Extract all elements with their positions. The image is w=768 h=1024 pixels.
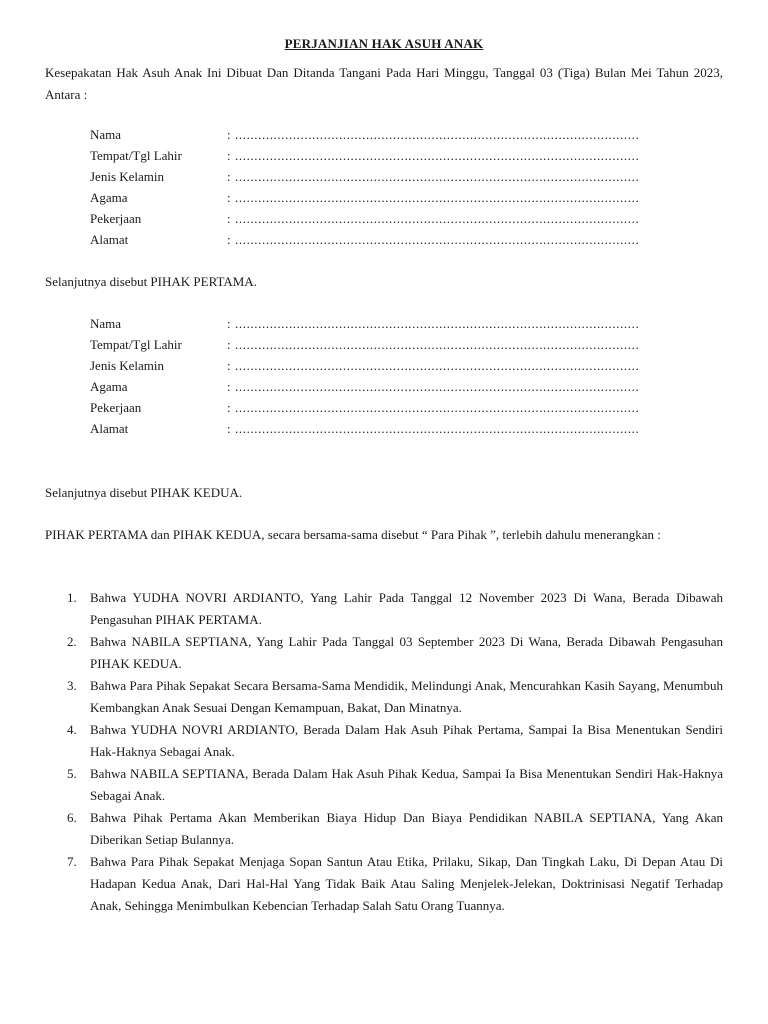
field-value: : ......................................................................................................... [227, 148, 640, 163]
field-value: : ......................................................................................................... [227, 169, 640, 184]
party1-fields [90, 124, 730, 250]
party1-caption: Selanjutnya disebut PIHAK PERTAMA. [45, 274, 257, 289]
field-row [90, 187, 730, 208]
field-label: Nama [90, 127, 122, 142]
clause-text: Bahwa NABILA SEPTIANA, Yang Lahir Pada Tanggal 03 September 2023 Di Wana, Berada Dibawah Pengasuhan PIHAK KEDUA. [90, 634, 723, 671]
field-value: : ......................................................................................................... [227, 358, 640, 373]
field-value: : ......................................................................................................... [227, 211, 640, 226]
clause-text: Bahwa YUDHA NOVRI ARDIANTO, Berada Dalam Hak Asuh Pihak Pertama, Sampai Ia Bisa Menentukan Sendiri Hak-Haknya Sebagai Anak. [90, 722, 723, 759]
clause-text: Bahwa Para Pihak Sepakat Secara Bersama-Sama Mendidik, Melindungi Anak, Mencurahkan Kasih Sayang, Menumbuh Kembangkan Anak Sesuai Dengan Kemampuan, Bakat, Dan Minatnya. [90, 678, 723, 715]
list-item [62, 763, 723, 807]
field-row [90, 166, 730, 187]
parties-statement: PIHAK PERTAMA dan PIHAK KEDUA, secara bersama-sama disebut “ Para Pihak ”, terlebih dahulu menerangkan : [45, 527, 661, 542]
field-label: Alamat [90, 421, 129, 436]
field-row [90, 334, 730, 355]
clause-number: 4. [67, 722, 77, 737]
field-label: Jenis Kelamin [90, 169, 165, 184]
field-row [90, 208, 730, 229]
clause-number: 1. [67, 590, 77, 605]
field-row [90, 397, 730, 418]
clause-text: Bahwa NABILA SEPTIANA, Berada Dalam Hak Asuh Pihak Kedua, Sampai Ia Bisa Menentukan Sendiri Hak-Haknya Sebagai Anak. [90, 766, 723, 803]
list-item [62, 719, 723, 763]
clause-number: 6. [67, 810, 77, 825]
field-value: : ......................................................................................................... [227, 379, 640, 394]
field-label: Tempat/Tgl Lahir [90, 148, 182, 163]
field-row [90, 313, 730, 334]
field-row [90, 355, 730, 376]
list-item [62, 587, 723, 631]
field-row [90, 229, 730, 250]
party2-caption: Selanjutnya disebut PIHAK KEDUA. [45, 485, 243, 500]
field-row [90, 376, 730, 397]
field-label: Agama [90, 379, 128, 394]
field-value: : ......................................................................................................... [227, 337, 640, 352]
clause-text: Bahwa YUDHA NOVRI ARDIANTO, Yang Lahir Pada Tanggal 12 November 2023 Di Wana, Berada Dibawah Pengasuhan PIHAK PERTAMA. [90, 590, 723, 627]
party2-fields [90, 313, 730, 439]
list-item [62, 807, 723, 851]
clause-text: Bahwa Pihak Pertama Akan Memberikan Biaya Hidup Dan Biaya Pendidikan NABILA SEPTIANA, Yang Akan Diberikan Setiap Bulannya. [90, 810, 723, 847]
field-value: : ......................................................................................................... [227, 400, 640, 415]
document-title: PERJANJIAN HAK ASUH ANAK [284, 36, 484, 51]
field-label: Jenis Kelamin [90, 358, 165, 373]
list-item [62, 675, 723, 719]
field-row [90, 145, 730, 166]
field-value: : ......................................................................................................... [227, 190, 640, 205]
list-item [62, 631, 723, 675]
field-label: Nama [90, 316, 122, 331]
field-value: : ......................................................................................................... [227, 421, 640, 436]
clause-number: 2. [67, 634, 77, 649]
field-label: Pekerjaan [90, 211, 142, 226]
field-label: Pekerjaan [90, 400, 142, 415]
field-label: Alamat [90, 232, 129, 247]
clause-list [62, 587, 723, 917]
field-label: Tempat/Tgl Lahir [90, 337, 182, 352]
clause-number: 5. [67, 766, 77, 781]
field-row [90, 418, 730, 439]
clause-number: 3. [67, 678, 77, 693]
clause-number: 7. [67, 854, 77, 869]
field-label: Agama [90, 190, 128, 205]
clause-text: Bahwa Para Pihak Sepakat Menjaga Sopan Santun Atau Etika, Prilaku, Sikap, Dan Tingkah Laku, Di Depan Atau Di Hadapan Kedua Anak, Dari Hal-Hal Yang Tidak Baik Atau Saling Menjelek-Jelekan, Doktrinisasi Negatif Terhadap Anak, Sehingga Menimbulkan Kebencian Terhadap Salah Satu Orang Tuannya. [90, 854, 723, 913]
field-value: : ......................................................................................................... [227, 127, 640, 142]
field-value: : ......................................................................................................... [227, 316, 640, 331]
list-item [62, 851, 723, 917]
intro-paragraph: Kesepakatan Hak Asuh Anak Ini Dibuat Dan Ditanda Tangani Pada Hari Minggu, Tanggal 03 (Tiga) Bulan Mei Tahun 2023, Antara : [45, 65, 723, 102]
field-row [90, 124, 730, 145]
field-value: : ......................................................................................................... [227, 232, 640, 247]
